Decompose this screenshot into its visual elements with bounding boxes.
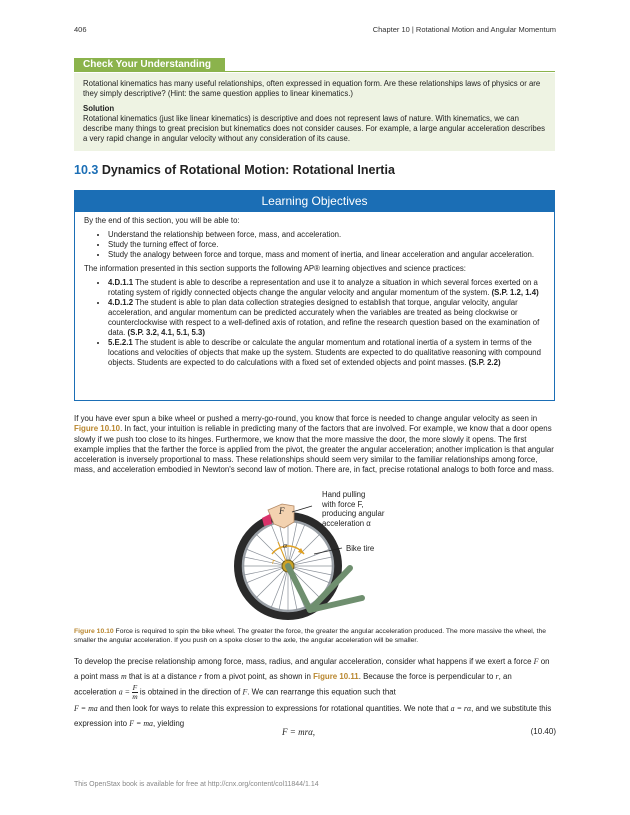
ap-text: The student is able to describe or calculate the angular momentum and rotational inertia of a system in terms of the locations and velocities of objects that make up the system. Students are expected to do qualitative reasoning with compound objects. Students are expected to do calculations with a fixed set of extended objects and point masses.: [108, 338, 541, 367]
math-equation: a =: [118, 687, 130, 697]
objective-item: • Understand the relationship between force, mass, and acceleration.: [108, 230, 545, 240]
text-run: that is at a distance: [126, 672, 200, 681]
text-run: . In fact, your intuition is reliable in predicting many of the factors that are involved. For example, we know that a door opens slowly if we push too close to its hinges. Furthermore, we know that the more massive the door, the more slowly it opens. The first example implies that the farther the force is applied from the pivot, the greater the angular acceleration; another implication is that angular acceleration is inversely proportional to mass. These relationships should seem very similar to the familiar relationships among force, mass, and acceleration embodied in Newton's second law of motion. There are, in fact, precise rotational analogs to both force and mass.: [74, 424, 554, 475]
text-run: and then look for ways to relate this expression to expressions for rotational quantities. We note that: [97, 704, 451, 713]
math-symbol: F: [533, 657, 539, 666]
learning-objectives-title: Learning Objectives: [75, 191, 554, 212]
ap-code: 4.D.1.1: [108, 278, 134, 287]
objective-item: • Study the analogy between force and torque, mass and moment of inertia, and linear acceleration and angular acceleration.: [108, 250, 545, 260]
objective-item: • Study the turning effect of force.: [108, 240, 545, 250]
ap-text: The student is able to plan data collection strategies designed to establish that torque, angular velocity, angular acceleration, and angular momentum can be predicted accurately when the variables are treated as being clockwise or counterclockwise with respect to a well-defined axis of rotation, and refine the research question based on the examination of data.: [108, 298, 540, 337]
hand-label-line: producing angular: [322, 509, 385, 518]
check-understanding-title: Check Your Understanding: [74, 58, 225, 71]
fraction-denominator: m: [132, 692, 138, 701]
solution-label: Solution: [83, 104, 115, 113]
text-run: , and we substitute this expression into: [74, 704, 552, 728]
ap-sp: (S.P. 3.2, 4.1, 5.1, 5.3): [127, 328, 205, 337]
radius-symbol: r: [272, 557, 276, 566]
ap-objectives-list: [84, 278, 545, 368]
math-equation: a = rα: [450, 704, 472, 713]
math-symbol: F: [242, 687, 248, 697]
math-equation: F = ma: [74, 704, 98, 713]
ap-sp: (S.P. 1.2, 1.4): [491, 288, 539, 297]
alpha-symbol: α: [283, 541, 288, 550]
ap-objective-item: [108, 338, 545, 368]
equation-number: (10.40): [530, 727, 556, 736]
ap-text: The student is able to describe a representation and use it to analyze a situation in which several forces exerted on a rotating system of rigidly connected objects change the angular velocity and angular momentum of the system.: [108, 278, 538, 297]
learning-objectives-intro: By the end of this section, you will be able to:: [84, 216, 240, 225]
math-symbol: r: [199, 672, 203, 681]
paragraph-intro: [74, 414, 556, 476]
figure-caption: [74, 628, 556, 645]
check-understanding-question: Rotational kinematics has many useful relationships, often expressed in equation form. Are these relationships laws of physics or are they simply descriptive? (Hint: the same question applies to linear kinematics.): [83, 79, 541, 98]
section-title-text: Dynamics of Rotational Motion: Rotational Inertia: [101, 163, 395, 177]
text-run: , an acceleration: [74, 672, 512, 697]
fraction-numerator: F: [132, 683, 138, 692]
hand-label-line: with force F,: [322, 499, 364, 509]
objectives-list: [84, 230, 545, 260]
section-title: [74, 163, 395, 177]
solution-text: Rotational kinematics (just like linear kinematics) is descriptive and does not represent laws of nature. With kinematics, we can describe many things to great precision but kinematics does not consider causes. For example, a large angular acceleration describes a very rapid change in angular velocity without any consideration of its cause.: [83, 114, 545, 143]
caption-label: Figure 10.10: [74, 628, 114, 635]
ap-objective-item: [108, 278, 545, 298]
check-understanding-box: [74, 73, 555, 151]
ap-intro: The information presented in this section supports the following AP® learning objectives and science practices:: [84, 264, 466, 273]
hand-label-line: Hand pulling: [322, 490, 366, 499]
math-symbol: m: [120, 672, 127, 681]
ap-sp: (S.P. 2.2): [468, 358, 501, 367]
text-run: , yielding: [153, 719, 185, 728]
page-number: 406: [74, 25, 87, 34]
math-equation: F = ma: [129, 719, 153, 728]
hand-label: [322, 490, 384, 528]
paragraph-derivation: [74, 654, 556, 731]
text-run: is obtained in the direction of: [137, 687, 243, 697]
text-run: To develop the precise relationship among force, mass, radius, and angular acceleration, consider what happens if we exert a force: [74, 657, 534, 666]
text-run: . Because the force is perpendicular to: [358, 672, 496, 681]
ap-code: 4.D.1.2: [108, 298, 134, 307]
text-run: . We can rearrange this equation such that: [247, 687, 396, 697]
text-run: on a point mass: [74, 657, 550, 681]
text-run: from a pivot point, as shown in: [202, 672, 314, 681]
hand-label-line: acceleration α: [322, 518, 371, 528]
leader-line-hand: [292, 506, 312, 512]
tire-label: Bike tire: [346, 544, 375, 553]
bike-wheel-figure: [232, 490, 412, 626]
ap-objective-item: [108, 298, 545, 338]
ap-code: 5.E.2.1: [108, 338, 133, 347]
chapter-header: Chapter 10 | Rotational Motion and Angular Momentum: [372, 25, 556, 34]
footer-text: This OpenStax book is available for free at http://cnx.org/content/col11844/1.14: [74, 781, 319, 788]
figure-10-11-link[interactable]: Figure 10.11: [313, 672, 359, 681]
section-number: 10.3: [74, 163, 99, 177]
figure-10-10-link[interactable]: Figure 10.10: [74, 424, 121, 434]
learning-objectives-box: [74, 190, 555, 401]
caption-text: Force is required to spin the bike wheel. The greater the force, the greater the angular acceleration produced. The more massive the wheel, the smaller the angular acceleration. If you push on a spoke closer to the axle, the angular acceleration will be smaller.: [74, 628, 547, 644]
equation-10-40: F = mrα,: [282, 727, 316, 737]
check-understanding-header: [74, 58, 555, 72]
math-symbol: r: [495, 672, 499, 681]
hand-icon: [262, 504, 294, 528]
text-run: If you have ever spun a bike wheel or pushed a merry-go-round, you know that force is needed to change angular velocity as seen in: [74, 414, 538, 423]
force-symbol: F: [279, 506, 285, 516]
